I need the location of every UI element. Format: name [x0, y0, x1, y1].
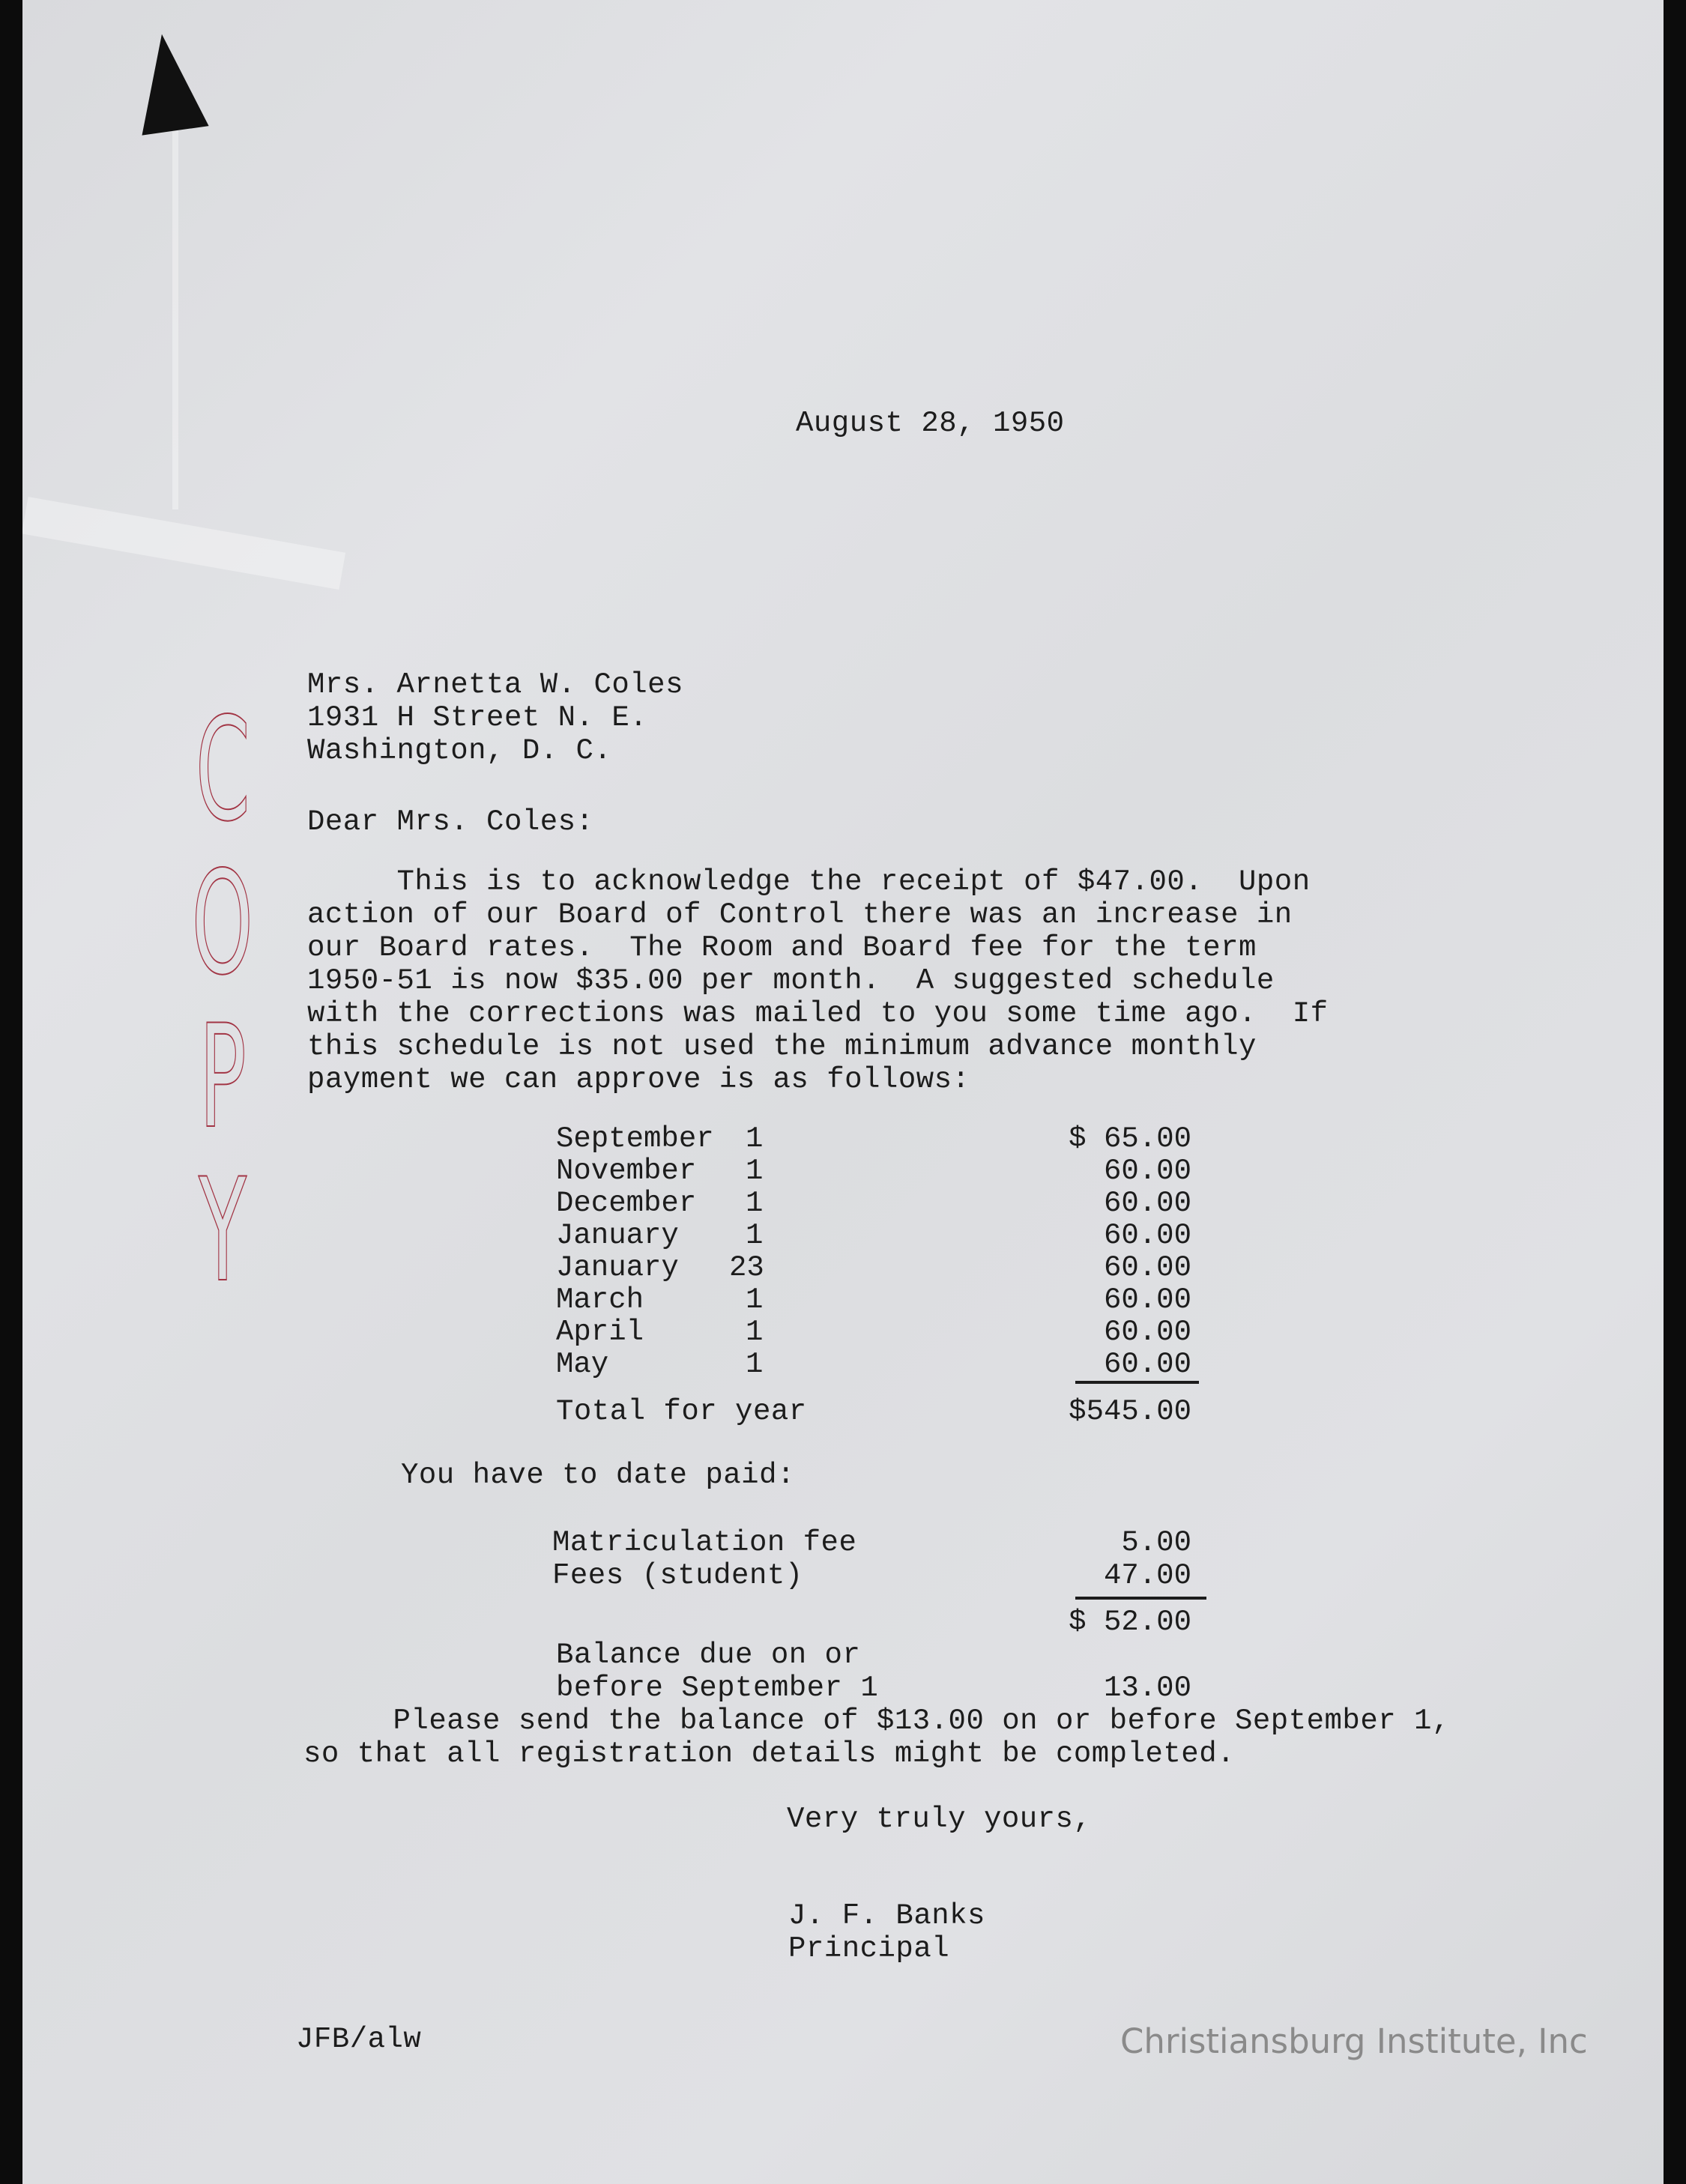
schedule-month: April — [556, 1316, 644, 1349]
schedule-amount: 60.00 — [1103, 1187, 1191, 1220]
signer-name: J. F. Banks — [788, 1899, 985, 1932]
schedule-month: December — [556, 1187, 697, 1220]
schedule-month: September — [556, 1122, 714, 1155]
schedule-day: 1 — [746, 1316, 764, 1349]
salutation: Dear Mrs. Coles: — [307, 805, 594, 838]
paid-item-label: Matriculation fee — [552, 1526, 857, 1559]
paid-item-amount: 47.00 — [1103, 1559, 1191, 1592]
recipient-street: 1931 H Street N. E. — [307, 701, 648, 734]
schedule-month: March — [556, 1283, 644, 1316]
copy-stamp — [189, 687, 256, 1313]
schedule-amount: 60.00 — [1103, 1219, 1191, 1252]
stamp-letter: C — [195, 687, 250, 853]
balance-label: Balance due on or — [556, 1639, 861, 1672]
closing-line: so that all registration details might be completed. — [303, 1737, 1235, 1770]
signer-title: Principal — [788, 1932, 950, 1965]
paid-underline — [1075, 1597, 1206, 1600]
watermark: Christiansburg Institute, Inc — [1120, 2021, 1588, 2061]
balance-label: before September 1 — [556, 1672, 879, 1704]
schedule-day: 23 — [729, 1251, 764, 1284]
schedule-month: January — [556, 1219, 679, 1252]
schedule-amount: $ 65.00 — [1069, 1122, 1191, 1155]
body-line: 1950-51 is now $35.00 per month. A suggested schedule — [307, 964, 1275, 997]
paid-item-amount: 5.00 — [1121, 1526, 1191, 1559]
schedule-day: 1 — [746, 1155, 764, 1188]
recipient-city: Washington, D. C. — [307, 734, 612, 767]
paid-intro: You have to date paid: — [401, 1459, 795, 1492]
schedule-underline — [1075, 1381, 1199, 1384]
stamp-letter: P — [199, 994, 247, 1160]
stamp-letter: Y — [199, 1148, 247, 1313]
schedule-amount: 60.00 — [1103, 1251, 1191, 1284]
letter-date: August 28, 1950 — [796, 407, 1065, 440]
paper-crease — [172, 120, 178, 509]
typist-initials: JFB/alw — [296, 2023, 422, 2056]
paid-item-label: Fees (student) — [552, 1559, 803, 1592]
schedule-month: January — [556, 1251, 679, 1284]
schedule-day: 1 — [746, 1187, 764, 1220]
total-amount: $545.00 — [1069, 1395, 1191, 1428]
schedule-day: 1 — [746, 1283, 764, 1316]
balance-amount: 13.00 — [1103, 1672, 1191, 1704]
schedule-day: 1 — [746, 1348, 764, 1381]
body-line: our Board rates. The Room and Board fee for the term — [307, 931, 1257, 964]
body-line: this schedule is not used the minimum advance monthly — [307, 1030, 1257, 1063]
letter-page — [22, 0, 1664, 2184]
schedule-day: 1 — [746, 1219, 764, 1252]
paid-total: $ 52.00 — [1069, 1606, 1191, 1639]
schedule-amount: 60.00 — [1103, 1283, 1191, 1316]
body-line: action of our Board of Control there was an increase in — [307, 898, 1293, 931]
recipient-name: Mrs. Arnetta W. Coles — [307, 668, 683, 701]
schedule-amount: 60.00 — [1103, 1348, 1191, 1381]
schedule-month: May — [556, 1348, 609, 1381]
paper-tear — [128, 29, 208, 135]
body-line: payment we can approve is as follows: — [307, 1063, 970, 1096]
schedule-amount: 60.00 — [1103, 1316, 1191, 1349]
body-line: with the corrections was mailed to you some time ago. If — [307, 997, 1329, 1030]
schedule-amount: 60.00 — [1103, 1155, 1191, 1188]
schedule-month: November — [556, 1155, 697, 1188]
stamp-letter: O — [191, 841, 254, 1006]
complimentary-close: Very truly yours, — [787, 1803, 1092, 1836]
body-line: This is to acknowledge the receipt of $47.00. Upon — [307, 865, 1311, 898]
total-label: Total for year — [556, 1395, 807, 1428]
paper-crease — [22, 497, 345, 590]
closing-line: Please send the balance of $13.00 on or before September 1, — [303, 1704, 1450, 1737]
schedule-day: 1 — [746, 1122, 764, 1155]
